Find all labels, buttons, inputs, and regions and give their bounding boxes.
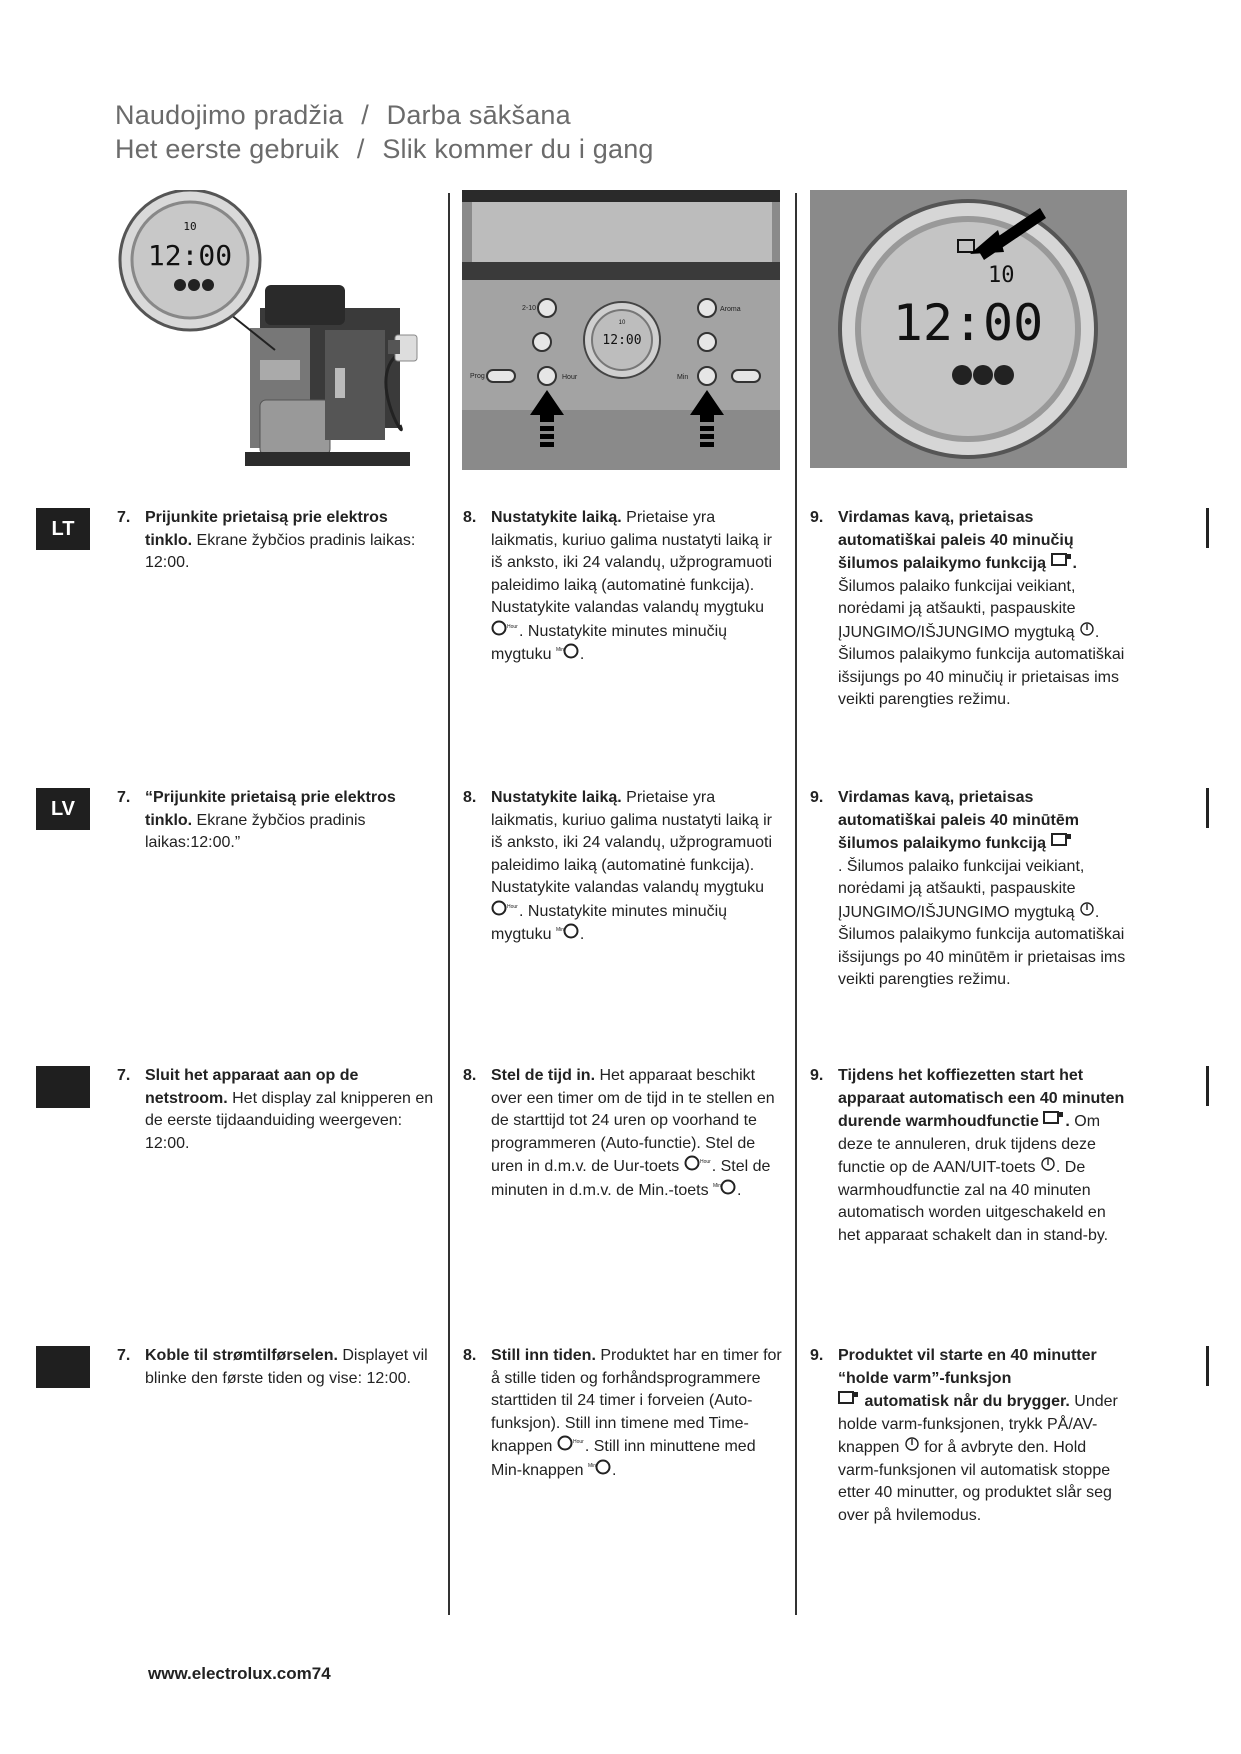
step-text: . bbox=[611, 1461, 617, 1479]
step-text: Ekrane žybčios pradinis laikas: 12:00. bbox=[145, 531, 416, 571]
step-9-no bbox=[810, 1345, 1130, 1527]
step-text: Ekrane žybčios pradinis laikas:12:00.” bbox=[145, 811, 366, 851]
step-heading: Tijdens het koffiezetten start het apparaat automatisch een 40 minuten durende warmhoudfunctie bbox=[838, 1067, 1125, 1130]
step-7-lv bbox=[117, 787, 437, 855]
footer-url-page-number: www.electrolux.com74 bbox=[148, 1664, 331, 1683]
step-text: Het apparaat beschikt over een timer om de tijd in te stellen en de starttijd tot 24 uren op voorhand te programmeren (Auto-functie). Stel de uren in d.m.v. de Uur-toets bbox=[491, 1067, 775, 1175]
margin-tick bbox=[1206, 508, 1209, 548]
step-text: Om deze te annuleren, druk tijdens deze functie op de AAN/UIT-toets bbox=[838, 1112, 1101, 1176]
power-icon bbox=[1079, 901, 1095, 925]
step-8-lt bbox=[463, 507, 783, 667]
column-divider-2 bbox=[795, 193, 797, 1615]
figure-control-panel bbox=[462, 190, 780, 470]
hour-button-icon bbox=[684, 1155, 712, 1179]
title-separator: / bbox=[356, 134, 365, 164]
panel-display-time: 12:00 bbox=[602, 333, 642, 348]
display-time: 12:00 bbox=[892, 294, 1044, 352]
label-2-10: 2-10 bbox=[522, 305, 537, 312]
step-number: 8. bbox=[463, 1347, 477, 1364]
step-text: . bbox=[579, 645, 585, 663]
step-text: . De warmhoudfunctie zal na 40 minuten automatisch worden uitgeschakeld en het apparaat schakelt dan in stand-by. bbox=[838, 1158, 1109, 1244]
power-icon bbox=[904, 1436, 920, 1460]
figure-coffee-maker-plugged bbox=[110, 190, 430, 480]
keep-warm-display-illustration bbox=[810, 190, 1127, 468]
step-number: 7. bbox=[117, 509, 131, 526]
step-text: for å avbryte den. Hold varm-funksjonen vil automatisk stoppe etter 40 minutter, og produktet slår seg over på hvilemodus. bbox=[838, 1438, 1112, 1524]
min-button-label: Min bbox=[555, 647, 564, 653]
step-number: 8. bbox=[463, 1067, 477, 1084]
step-9-nl bbox=[810, 1065, 1130, 1247]
power-icon bbox=[1079, 621, 1095, 645]
hour-button-icon bbox=[557, 1435, 585, 1459]
hour-button-icon bbox=[491, 620, 519, 644]
step-text: Prietaise yra laikmatis, kuriuo galima nustatyti laiką ir iš anksto, iki 24 valandų, užprogramuoti paleidimo laiką (automatinė funkcija). Nustatykite valandas valandų mygtuku bbox=[491, 509, 773, 616]
step-text: . Šilumos palaikymo funkcija automatiškai išsijungs po 40 minūtēm ir prietaisas ims veikti parengties režimu. bbox=[838, 903, 1126, 988]
min-button-icon bbox=[713, 1179, 737, 1203]
keep-warm-icon bbox=[1051, 832, 1073, 856]
step-7-no bbox=[117, 1345, 437, 1390]
step-number: 9. bbox=[810, 1067, 824, 1084]
step-text: . Nustatykite minutes minučių mygtuku bbox=[491, 902, 728, 943]
step-heading: “Prijunkite prietaisą prie elektros tinklo. bbox=[145, 789, 396, 829]
step-text: . bbox=[579, 925, 585, 943]
step-heading: Stel de tijd in. bbox=[491, 1067, 596, 1084]
step-heading-end: . bbox=[1072, 554, 1077, 572]
figure-keep-warm-display bbox=[810, 190, 1127, 468]
step-heading: Koble til strømtilførselen. bbox=[145, 1347, 338, 1364]
step-8-no bbox=[463, 1345, 783, 1482]
step-heading: Sluit het apparaat aan op de netstroom. bbox=[145, 1067, 359, 1107]
language-badge-lt: LT bbox=[36, 508, 90, 550]
margin-tick bbox=[1206, 1066, 1209, 1106]
step-heading: Nustatykite laiką. bbox=[491, 509, 622, 526]
step-heading: Prijunkite prietaisą prie elektros tinklo. bbox=[145, 509, 388, 549]
label-aroma: Aroma bbox=[720, 306, 741, 313]
step-number: 8. bbox=[463, 509, 477, 526]
min-button-label: Min bbox=[713, 1182, 722, 1189]
step-number: 9. bbox=[810, 1347, 824, 1364]
keep-warm-icon bbox=[1051, 552, 1073, 576]
min-button-icon bbox=[588, 1459, 612, 1483]
step-heading: Produktet vil starte en 40 minutter “holde varm”-funksjon bbox=[838, 1347, 1097, 1387]
step-9-lv bbox=[810, 787, 1130, 992]
control-panel-illustration bbox=[462, 190, 780, 470]
power-icon bbox=[1040, 1156, 1056, 1180]
step-text: . Stel de minuten in d.m.v. de Min.-toets bbox=[491, 1157, 771, 1199]
step-heading: Still inn tiden. bbox=[491, 1347, 596, 1364]
margin-tick bbox=[1206, 788, 1209, 828]
step-text: . bbox=[737, 1181, 742, 1199]
step-text: Prietaise yra laikmatis, kuriuo galima nustatyti laiką ir iš anksto, iki 24 valandų, užprogramuoti paleidimo laiką (automatinė funkcija). Nustatykite valandas valandų mygtuku bbox=[491, 789, 773, 896]
label-prog: Prog bbox=[470, 373, 485, 380]
step-number: 9. bbox=[810, 789, 824, 806]
step-number: 7. bbox=[117, 1347, 131, 1364]
step-number: 7. bbox=[117, 789, 131, 806]
keep-warm-icon bbox=[1043, 1110, 1065, 1134]
display-small-digit: 10 bbox=[183, 220, 197, 233]
step-8-lv bbox=[463, 787, 783, 947]
page-title-line-2 bbox=[115, 134, 654, 165]
panel-display-small: 10 bbox=[618, 320, 626, 326]
step-text: . Still inn minuttene med Min-knappen bbox=[491, 1437, 756, 1479]
hour-button-label: Hour bbox=[699, 1159, 711, 1165]
step-text: Het display zal knipperen en de eerste tijdaanduiding weergeven: 12:00. bbox=[145, 1089, 434, 1152]
language-badge-nl bbox=[36, 1066, 90, 1108]
title-nl: Het eerste gebruik bbox=[115, 134, 340, 164]
step-heading-continued: automatisk når du brygger. bbox=[860, 1392, 1070, 1410]
display-small-digit: 10 bbox=[988, 263, 1015, 288]
min-button-label: Min bbox=[587, 1462, 597, 1469]
step-heading: Nustatykite laiką. bbox=[491, 789, 622, 806]
step-text: Produktet har en timer for å stille tiden og forhåndsprogrammere starttiden til 24 timer i forveien (Auto-funksjon). Still inn timene med Time-knappen bbox=[491, 1347, 782, 1455]
hour-button-label: Hour bbox=[507, 623, 518, 630]
step-text: Displayet vil blinke den første tiden og vise: 12:00. bbox=[145, 1347, 428, 1387]
page-title-line-1 bbox=[115, 100, 571, 131]
step-text: Under holde varm-funksjonen, trykk PÅ/AV-knappen bbox=[838, 1392, 1118, 1456]
language-badge-no bbox=[36, 1346, 90, 1388]
hour-button-icon bbox=[491, 900, 519, 924]
step-number: 8. bbox=[463, 789, 477, 806]
title-separator: / bbox=[361, 100, 369, 130]
step-7-lt bbox=[117, 507, 437, 575]
step-text: Šilumos palaiko funkcijai veikiant, norėdami ją atšaukti, paspauskite ĮJUNGIMO/IŠJUNGIMO mygtuką bbox=[838, 577, 1076, 641]
hour-button-label: Hour bbox=[572, 1439, 584, 1445]
column-divider-1 bbox=[448, 193, 450, 1615]
min-button-icon bbox=[556, 643, 580, 667]
step-text: . Šilumos palaiko funkcijai veikiant, norėdami ją atšaukti, paspauskite ĮJUNGIMO/IŠJUNGIMO mygtuką bbox=[838, 857, 1085, 921]
step-9-lt bbox=[810, 507, 1130, 712]
step-number: 9. bbox=[810, 509, 824, 526]
step-number: 7. bbox=[117, 1067, 131, 1084]
min-button-icon bbox=[556, 923, 580, 947]
step-text: . Šilumos palaikymo funkcija automatiškai išsijungs po 40 minučių ir prietaisas ims veikti parengties režimu. bbox=[838, 623, 1125, 708]
margin-tick bbox=[1206, 1346, 1209, 1386]
label-min: Min bbox=[677, 374, 689, 381]
step-7-nl bbox=[117, 1065, 437, 1155]
step-heading-end: . bbox=[1065, 1112, 1070, 1130]
hour-button-label: Hour bbox=[507, 903, 518, 910]
title-lv: Darba sākšana bbox=[386, 100, 571, 130]
title-lt: Naudojimo pradžia bbox=[115, 100, 344, 130]
step-text: . Nustatykite minutes minučių mygtuku bbox=[491, 622, 728, 663]
keep-warm-icon bbox=[838, 1390, 860, 1414]
coffee-maker-illustration bbox=[110, 190, 430, 480]
language-badge-lv: LV bbox=[36, 788, 90, 830]
display-time: 12:00 bbox=[147, 239, 233, 272]
label-hour: Hour bbox=[562, 374, 578, 381]
step-heading: Virdamas kavą, prietaisas automatiškai paleis 40 minučių šilumos palaikymo funkciją bbox=[838, 509, 1074, 572]
min-button-label: Min bbox=[555, 927, 564, 933]
title-no: Slik kommer du i gang bbox=[382, 134, 654, 164]
step-heading: Virdamas kavą, prietaisas automatiškai paleis 40 minūtēm šilumos palaikymo funkciją bbox=[838, 789, 1079, 852]
step-8-nl bbox=[463, 1065, 783, 1202]
